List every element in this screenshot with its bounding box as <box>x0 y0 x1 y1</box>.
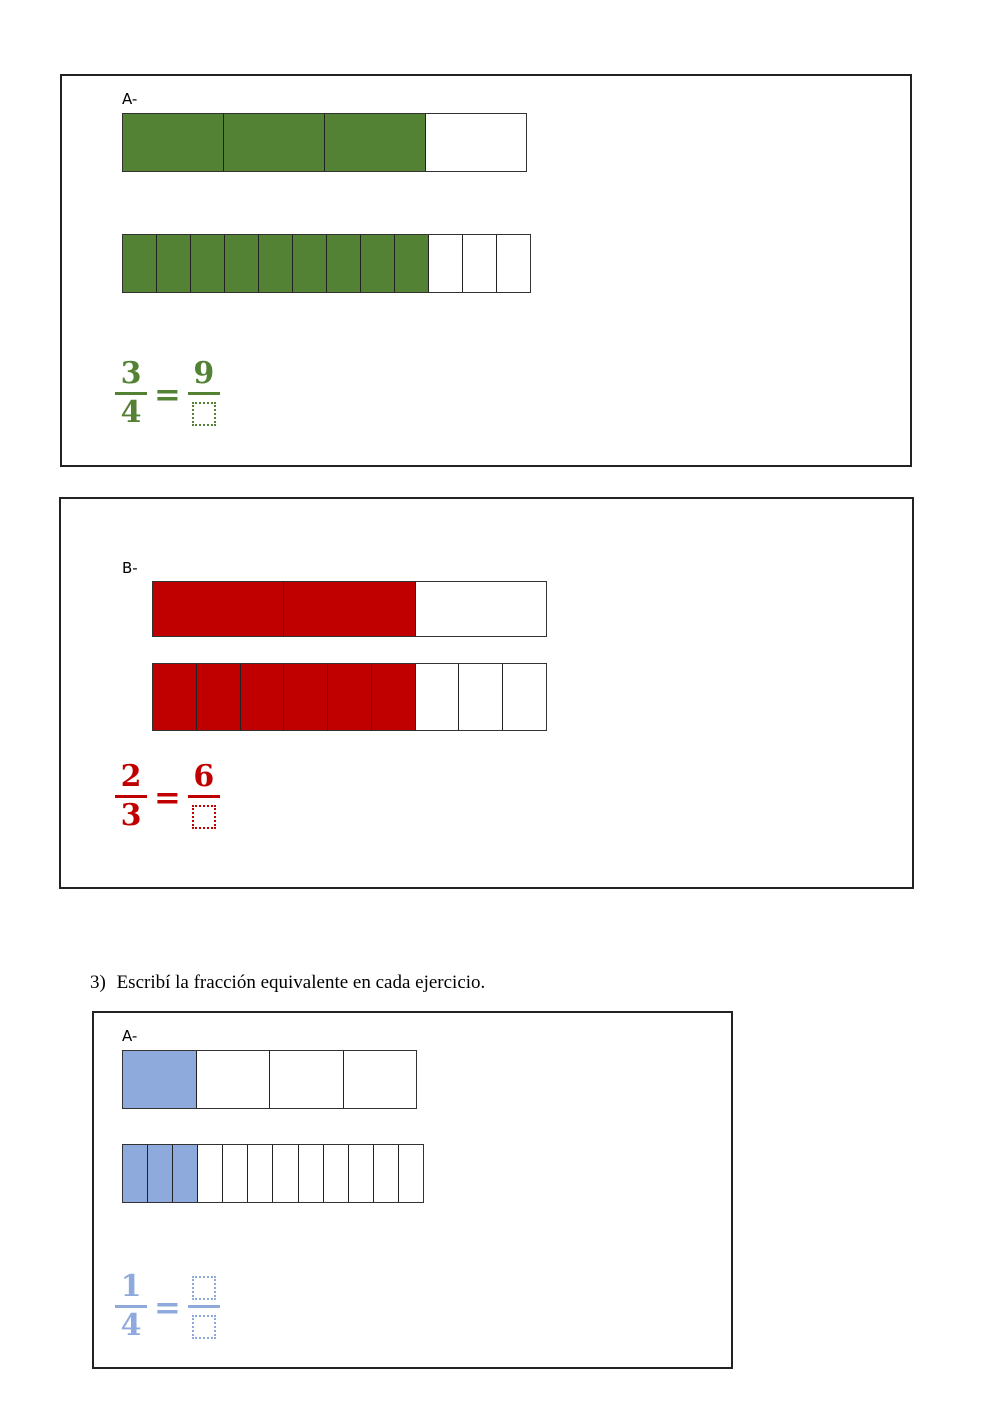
bar-segment-filled <box>153 664 197 730</box>
bar-segment-filled <box>157 235 191 292</box>
exercise-b-equation <box>114 759 221 834</box>
exercise-a-label: A- <box>122 90 138 108</box>
fraction-denominator: 3 <box>120 798 142 833</box>
exercise-a-bar-twelfths <box>122 234 531 293</box>
fraction-denominator: 4 <box>120 1308 142 1343</box>
bar-segment-empty <box>463 235 497 292</box>
equals-sign: = <box>154 374 181 413</box>
equals-sign: = <box>154 777 181 816</box>
exercise-a-panel <box>60 74 912 467</box>
instruction <box>90 972 485 994</box>
bar-segment-empty <box>416 664 460 730</box>
fraction-numerator: 9 <box>193 356 215 391</box>
bar-segment-filled <box>259 235 293 292</box>
bar-segment-empty <box>273 1145 298 1202</box>
bar-segment-empty <box>248 1145 273 1202</box>
bar-segment-empty <box>497 235 530 292</box>
bar-segment-empty <box>198 1145 223 1202</box>
bar-segment-filled <box>325 114 426 171</box>
bar-segment-filled <box>191 235 225 292</box>
exercise-b-bar-thirds <box>152 581 547 637</box>
bar-segment-empty <box>399 1145 423 1202</box>
exercise-b-bar-ninths <box>152 663 547 731</box>
instruction-text: Escribí la fracción equivalente en cada ejercicio. <box>116 972 486 993</box>
fraction-numerator: 3 <box>120 356 142 391</box>
bar-segment-filled <box>328 664 372 730</box>
fraction-denominator-blank[interactable] <box>192 395 216 431</box>
exercise-3a-bar-quarters <box>122 1050 417 1109</box>
exercise-3a-fraction-right <box>187 1269 221 1344</box>
exercise-b-fraction-left <box>114 759 148 834</box>
exercise-b-fraction-right <box>187 759 221 834</box>
fraction-numerator: 6 <box>193 759 215 794</box>
bar-segment-empty <box>503 664 546 730</box>
exercise-a-bar-quarters <box>122 113 527 172</box>
exercise-b-label: B- <box>122 559 138 577</box>
fraction-numerator: 2 <box>120 759 142 794</box>
instruction-number: 3) <box>90 972 106 993</box>
bar-segment-filled <box>241 664 285 730</box>
bar-segment-empty <box>270 1051 344 1108</box>
blank-box[interactable] <box>192 402 216 426</box>
fraction-denominator-blank[interactable] <box>192 1308 216 1344</box>
bar-segment-filled <box>372 664 416 730</box>
bar-segment-filled <box>284 664 328 730</box>
bar-segment-empty <box>197 1051 271 1108</box>
bar-segment-empty <box>429 235 463 292</box>
bar-segment-filled <box>173 1145 198 1202</box>
exercise-a-equation <box>114 356 221 431</box>
exercise-3a-bar-twelfths <box>122 1144 424 1203</box>
fraction-denominator-blank[interactable] <box>192 798 216 834</box>
bar-segment-filled <box>123 1145 148 1202</box>
bar-segment-filled <box>327 235 361 292</box>
bar-segment-filled <box>197 664 241 730</box>
exercise-3a-panel <box>92 1011 733 1369</box>
bar-segment-empty <box>344 1051 417 1108</box>
exercise-3a-equation <box>114 1269 221 1344</box>
bar-segment-empty <box>223 1145 248 1202</box>
bar-segment-filled <box>293 235 327 292</box>
exercise-a-fraction-right <box>187 356 221 431</box>
fraction-denominator: 4 <box>120 395 142 430</box>
exercise-3a-fraction-left <box>114 1269 148 1344</box>
bar-segment-empty <box>324 1145 349 1202</box>
fraction-numerator: 1 <box>120 1269 142 1304</box>
bar-segment-empty <box>426 114 526 171</box>
bar-segment-filled <box>284 582 415 636</box>
equals-sign: = <box>154 1287 181 1326</box>
bar-segment-empty <box>349 1145 374 1202</box>
bar-segment-empty <box>299 1145 324 1202</box>
bar-segment-empty <box>374 1145 399 1202</box>
blank-box[interactable] <box>192 1315 216 1339</box>
exercise-3a-label: A- <box>122 1027 138 1045</box>
bar-segment-filled <box>123 114 224 171</box>
bar-segment-filled <box>395 235 429 292</box>
bar-segment-filled <box>123 235 157 292</box>
bar-segment-filled <box>123 1051 197 1108</box>
bar-segment-empty <box>416 582 546 636</box>
bar-segment-filled <box>224 114 325 171</box>
bar-segment-filled <box>361 235 395 292</box>
exercise-b-panel <box>59 497 914 889</box>
blank-box[interactable] <box>192 805 216 829</box>
fraction-numerator-blank[interactable] <box>192 1269 216 1305</box>
bar-segment-filled <box>148 1145 173 1202</box>
bar-segment-filled <box>153 582 284 636</box>
exercise-a-fraction-left <box>114 356 148 431</box>
blank-box[interactable] <box>192 1276 216 1300</box>
bar-segment-filled <box>225 235 259 292</box>
bar-segment-empty <box>459 664 503 730</box>
